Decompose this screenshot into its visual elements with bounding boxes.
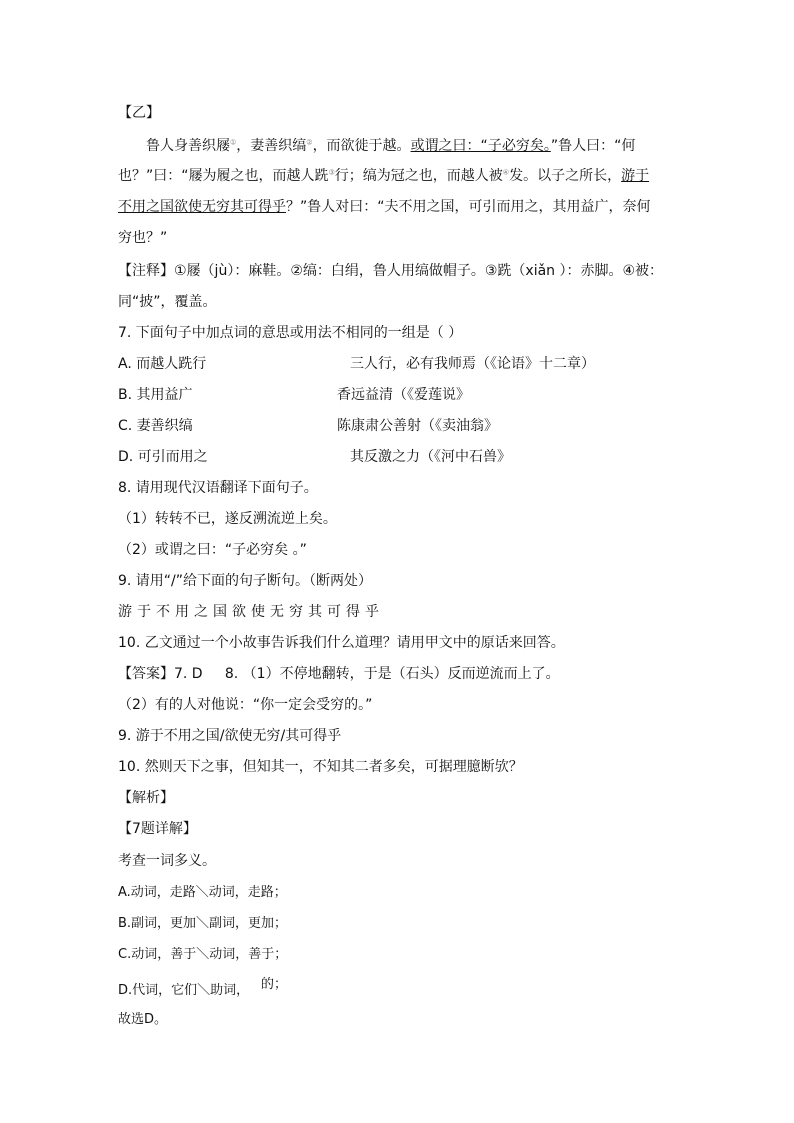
question-7-stem: 7. 下面句子中加点词的意思或用法不相同的一组是（ ） — [118, 325, 463, 341]
answer-line-1 — [118, 665, 560, 683]
question-10-stem: 10. 乙文通过一个小故事告诉我们什么道理？请用甲文中的原话来回答。 — [118, 635, 565, 651]
note-marker: ③ — [328, 168, 335, 177]
option-c-left: C. 妻善织缟 — [118, 418, 193, 434]
analysis-q7-heading: 【7题详解】 — [118, 821, 197, 837]
answer-10: 10. 然则天下之事，但知其一，不知其二者多矣，可据理臆断欤？ — [118, 759, 523, 775]
question-9-sentence: 游于不用之国欲使无穷其可得乎 — [118, 604, 384, 620]
section-title: 【乙】 — [118, 105, 160, 121]
option-b-right: 香远益清（《爱莲说》 — [337, 387, 470, 403]
analysis-option-a: A.动词，走路＼动词，走路； — [118, 885, 287, 900]
answer-9: 9. 游于不用之国/欲使无穷/其可得乎 — [118, 728, 342, 744]
answer-8-1: 8. （1）不停地翻转，于是（石头）反而逆流而上了。 — [224, 666, 560, 682]
option-d-right: 其反激之力（《河中石兽》 — [350, 449, 511, 465]
analysis-label: 【解析】 — [118, 790, 174, 806]
passage-text: ？”鲁人对曰：“夫不用之国，可引而用之，其用益广，奈何 — [286, 199, 651, 215]
question-9-stem: 9. 请用“/”给下面的句子断句。（断两处） — [118, 573, 373, 589]
analysis-option-b: B.副词，更加＼副词，更加； — [118, 916, 288, 931]
notes-line-1: 【注释】①屦（jù）：麻鞋。②缟：白绢，鲁人用缟做帽子。③跣（xiǎn ）：赤脚。④被： — [118, 263, 664, 279]
underlined-sentence: 不用之国欲使无穷其可得乎 — [118, 199, 286, 215]
question-8-sentence-1: （1）转转不已，遂反溯流逆上矣。 — [118, 511, 337, 527]
passage-text: 行；缟为冠之也，而越人被 — [334, 168, 503, 184]
note-marker: ② — [306, 138, 313, 147]
passage-text: 也？”曰：“屦为履之也，而越人跣 — [118, 168, 329, 184]
notes-line-2: 同“披”，覆盖。 — [118, 294, 217, 310]
passage-text: ，而欲徙于越。 — [312, 138, 411, 154]
answer-7: 7. D — [174, 666, 203, 682]
passage-line-3 — [118, 198, 651, 216]
question-8-sentence-2: （2）或谓之曰：“子必穷矣 。” — [118, 542, 307, 558]
option-a — [118, 355, 206, 373]
passage-text: 鲁人身善织屦 — [146, 138, 230, 154]
passage-text: 发。以子之所长， — [509, 168, 622, 184]
passage-line-4: 穷也？” — [118, 230, 168, 246]
answer-gap — [203, 666, 225, 682]
analysis-option-d-tail: 的； — [261, 977, 288, 992]
note-marker: ④ — [502, 168, 510, 177]
analysis-intro: 考查一词多义。 — [118, 853, 216, 869]
option-a-right: 三人行，必有我师焉（《论语》十二章） — [350, 356, 595, 372]
note-marker: ① — [230, 138, 237, 147]
analysis-conclusion: 故选D。 — [118, 1012, 168, 1027]
analysis-option-d: D.代词，它们＼助词， — [118, 983, 250, 998]
passage-line-2 — [118, 167, 649, 185]
underlined-sentence: 游于 — [621, 168, 650, 184]
option-c-right: 陈康肃公善射（《卖油翁》 — [337, 418, 498, 434]
question-8-stem: 8. 请用现代汉语翻译下面句子。 — [118, 480, 318, 496]
passage-text: ，妻善织缟 — [236, 138, 307, 154]
passage-line-1 — [146, 137, 635, 155]
passage-text: ”鲁人曰：“何 — [550, 138, 636, 154]
underlined-sentence: 或谓之曰：“子必穷矣。 — [410, 138, 551, 154]
answer-8-2: （2）有的人对他说：“你一定会受穷的。” — [118, 697, 373, 713]
option-b-left: B. 其用益广 — [118, 387, 193, 403]
option-d-left: D. 可引而用之 — [118, 449, 208, 465]
answer-label: 【答案】 — [118, 666, 174, 682]
option-a-left: A. 而越人跣行 — [118, 356, 207, 372]
analysis-option-c: C.动词，善于＼动词，善于； — [118, 947, 288, 962]
